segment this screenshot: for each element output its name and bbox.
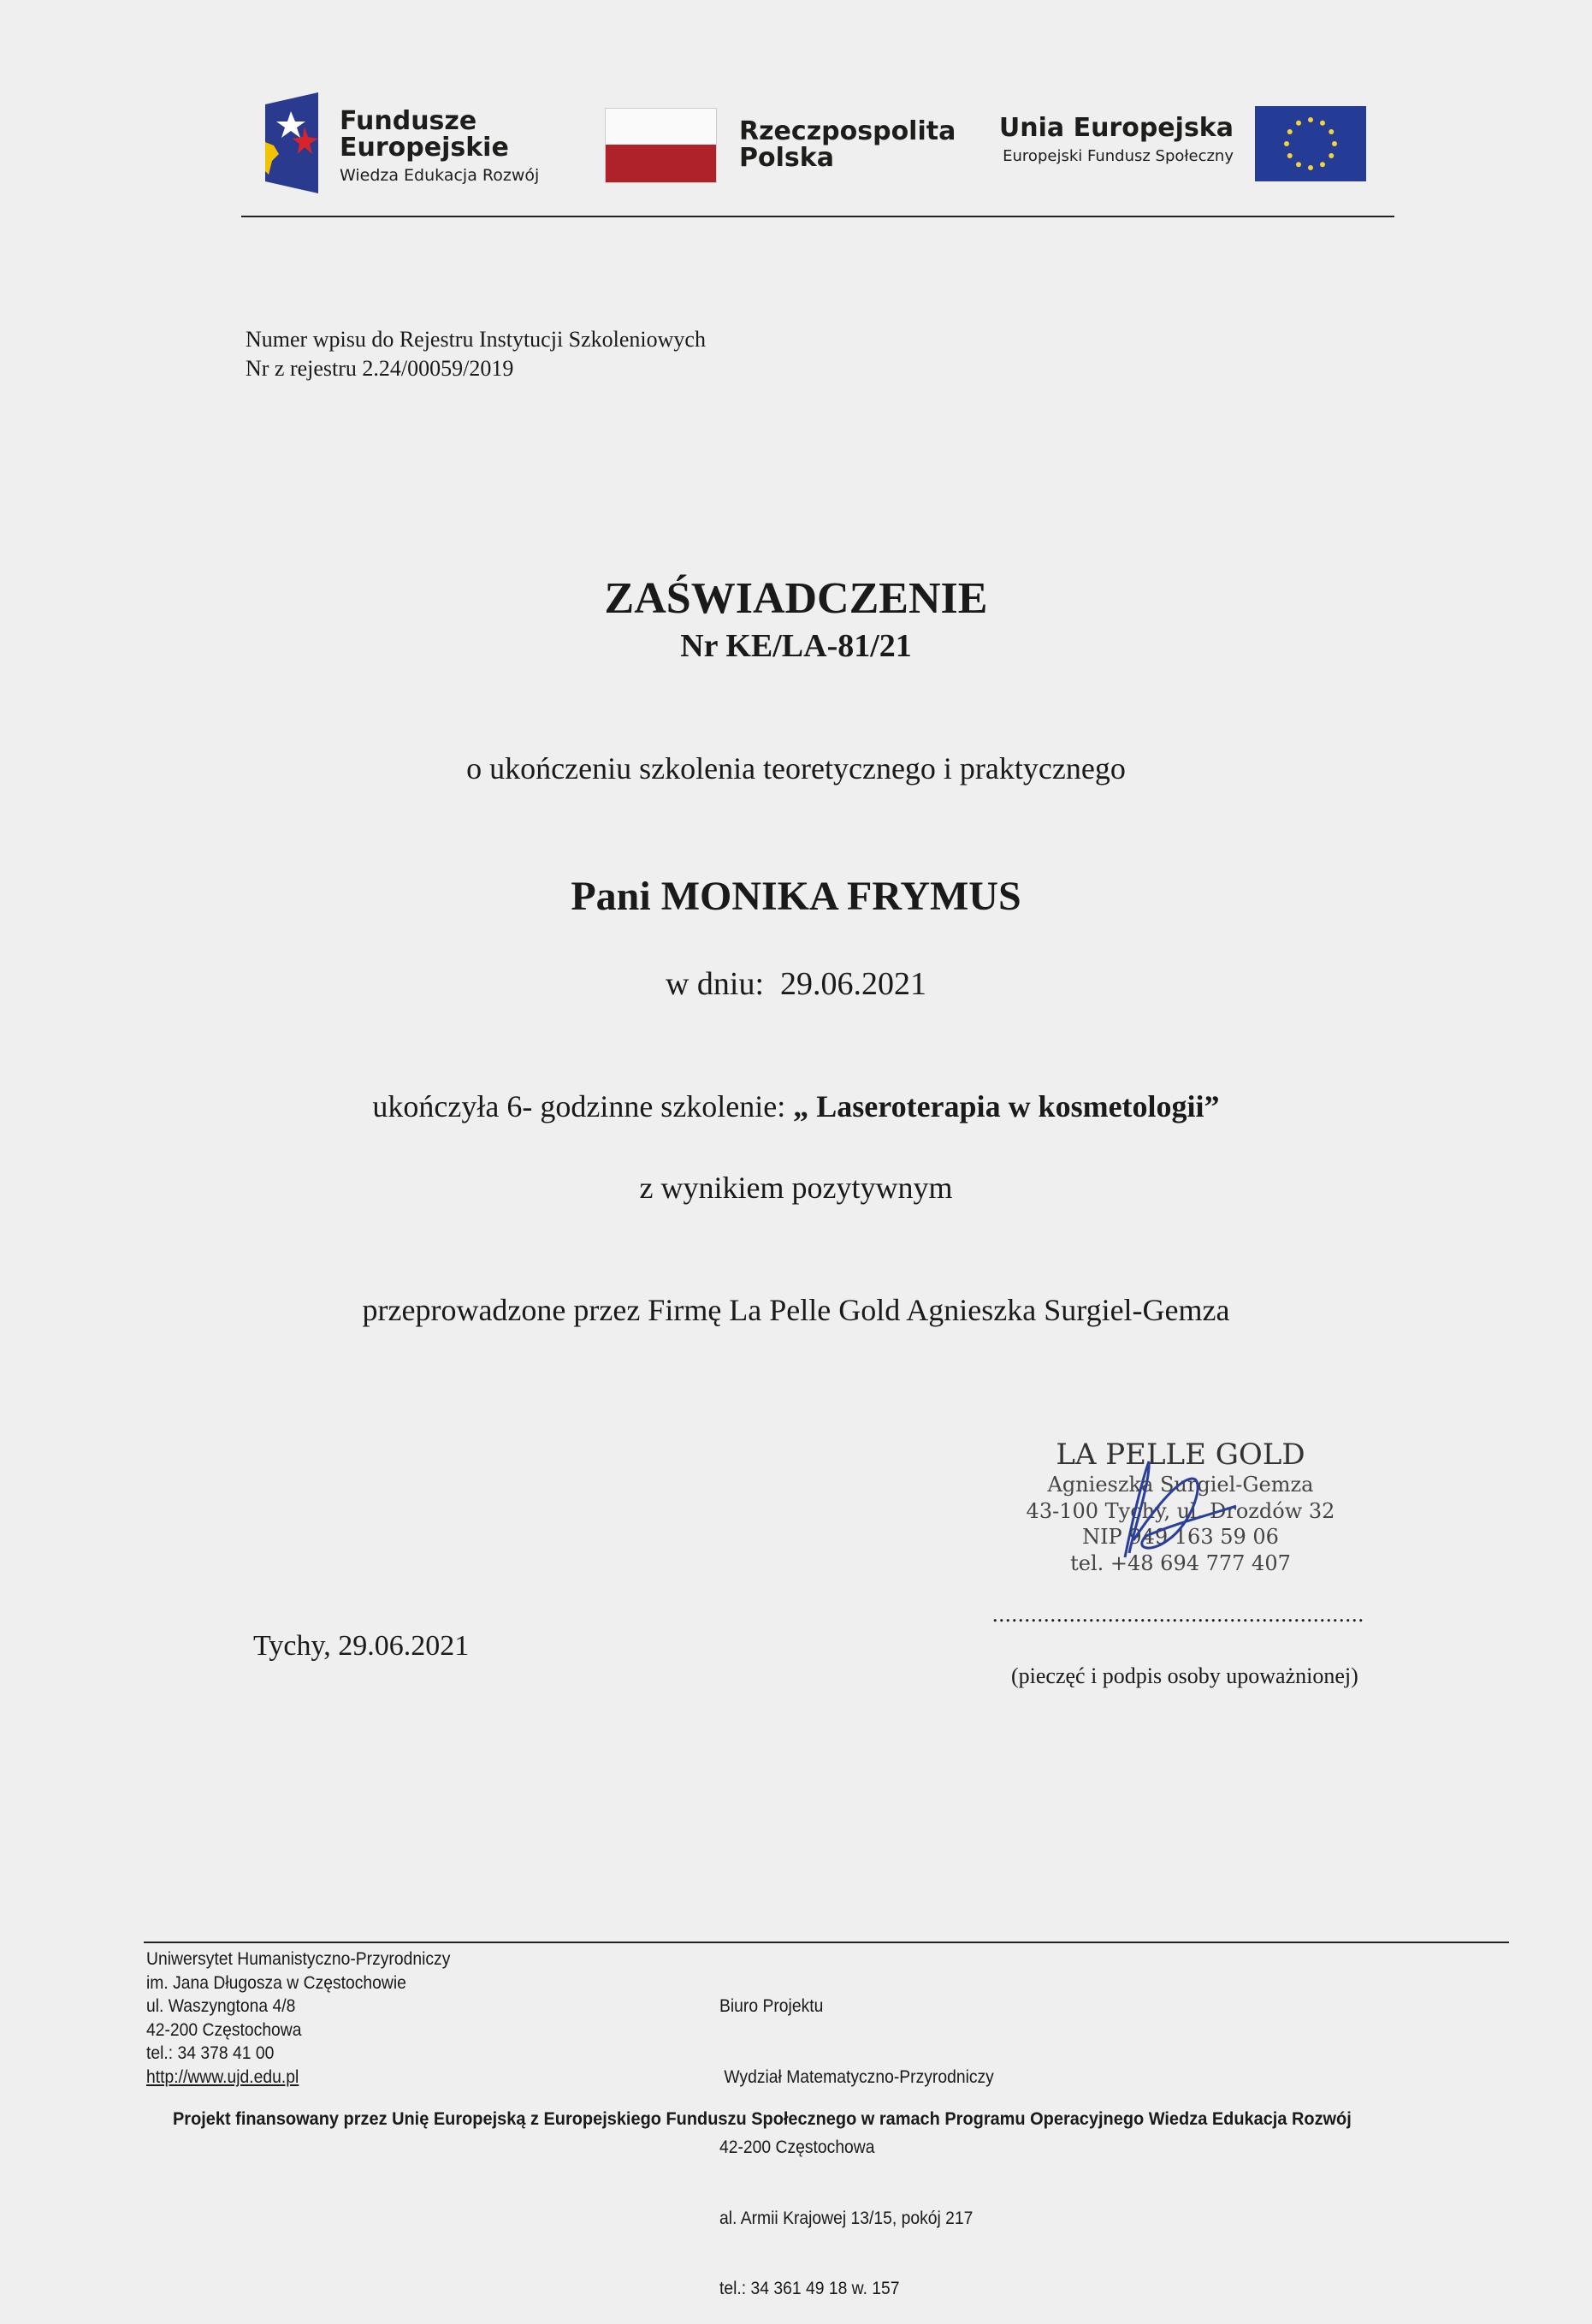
footer-divider [144, 1942, 1509, 1943]
certificate-number: Nr KE/LA-81/21 [680, 628, 912, 664]
unia-europejska-logo [941, 106, 1369, 183]
stamp-owner: Agnieszka Surgiel-Gemza [1047, 1473, 1314, 1497]
course-name: „ Laseroterapia w kosmetologii” [793, 1089, 1220, 1123]
stamp-nip: NIP 949 163 59 06 [1082, 1525, 1279, 1549]
eu-star-icon [1287, 153, 1293, 158]
recipient-name: Pani MONIKA FRYMUS [571, 874, 1021, 919]
eu-logo-line2: Europejski Fundusz Społeczny [1003, 147, 1234, 165]
footer-left-line: 42-200 Częstochowa [146, 2019, 302, 2040]
eu-star-icon [1332, 141, 1337, 146]
footer-university [146, 1948, 450, 2089]
signature-line: .......................................................... [992, 1602, 1364, 1627]
register-line1: Numer wpisu do Rejestru Instytucji Szkoleniowych [246, 327, 706, 352]
footer-right-line: Wydział Matematyczno-Przyrodniczy [719, 2066, 994, 2087]
conducted-by: przeprowadzone przez Firmę La Pelle Gold Agnieszka Surgiel-Gemza [362, 1293, 1230, 1327]
eu-logo-line1: Unia Europejska [998, 113, 1234, 143]
pl-logo-line2: Polska [739, 143, 834, 173]
polish-flag-icon [605, 108, 717, 183]
footer-right-line: al. Armii Krajowej 13/15, pokój 217 [719, 2208, 974, 2228]
footer-project-office [719, 1948, 994, 2324]
footer-right-line: 42-200 Częstochowa [719, 2137, 875, 2157]
pl-logo-line1: Rzeczpospolita [739, 116, 956, 146]
eu-star-icon [1320, 162, 1325, 167]
footer-left-line: tel.: 34 378 41 00 [146, 2043, 275, 2063]
fe-logo-line3: Wiedza Edukacja Rozwój [340, 166, 540, 185]
eu-flag-icon [1255, 106, 1366, 181]
training-date: w dniu: 29.06.2021 [665, 966, 927, 1002]
place-and-date: Tychy, 29.06.2021 [253, 1630, 470, 1662]
eu-star-icon [1308, 117, 1313, 122]
eu-star-icon [1287, 129, 1293, 134]
rzeczpospolita-polska-logo [605, 108, 956, 185]
eu-star-icon [1284, 141, 1289, 146]
eu-star-icon [1296, 121, 1301, 126]
footer-right-line: Biuro Projektu [719, 1996, 824, 2016]
header-divider [241, 216, 1394, 217]
eu-star-icon [1329, 129, 1334, 134]
funding-note: Projekt finansowany przez Unię Europejską z Europejskiego Funduszu Społecznego w ramach Programu Operacyjnego Wiedza Edukacja Rozwój [173, 2109, 1352, 2129]
stamp-name: LA PELLE GOLD [1056, 1438, 1305, 1472]
footer-right-line: tel.: 34 361 49 18 w. 157 [719, 2279, 900, 2298]
footer-left-line: Uniwersytet Humanistyczno-Przyrodniczy [146, 1949, 451, 1969]
eu-star-icon [1320, 121, 1325, 126]
course-prefix: ukończyła 6- godzinne szkolenie: [372, 1089, 794, 1123]
eu-star-icon [1296, 162, 1301, 167]
eu-star-icon [1329, 153, 1334, 158]
stamp-tel: tel. +48 694 777 407 [1070, 1550, 1291, 1575]
stamp-address: 43-100 Tychy, ul. Drozdów 32 [1026, 1498, 1335, 1523]
footer-left-line: ul. Waszyngtona 4/8 [146, 1996, 296, 2016]
handwritten-signature [1099, 1455, 1270, 1566]
result-text: z wynikiem pozytywnym [639, 1171, 953, 1205]
signature-caption: (pieczęć i podpis osoby upoważnionej) [1011, 1663, 1358, 1688]
register-line2: Nr z rejestru 2.24/00059/2019 [246, 356, 514, 381]
eu-star-icon [1308, 165, 1313, 170]
fe-logo-line2: Europejskie [340, 133, 509, 163]
footer-link[interactable]: http://www.ujd.edu.pl [146, 2066, 299, 2087]
certificate-title: ZAŚWIADCZENIE [604, 574, 988, 623]
certificate-subtitle: o ukończeniu szkolenia teoretycznego i praktycznego [466, 751, 1126, 786]
fe-emblem-icon [265, 92, 318, 193]
footer-left-line: im. Jana Długosza w Częstochowie [146, 1972, 406, 1993]
fe-logo-line1: Fundusze [340, 106, 477, 136]
